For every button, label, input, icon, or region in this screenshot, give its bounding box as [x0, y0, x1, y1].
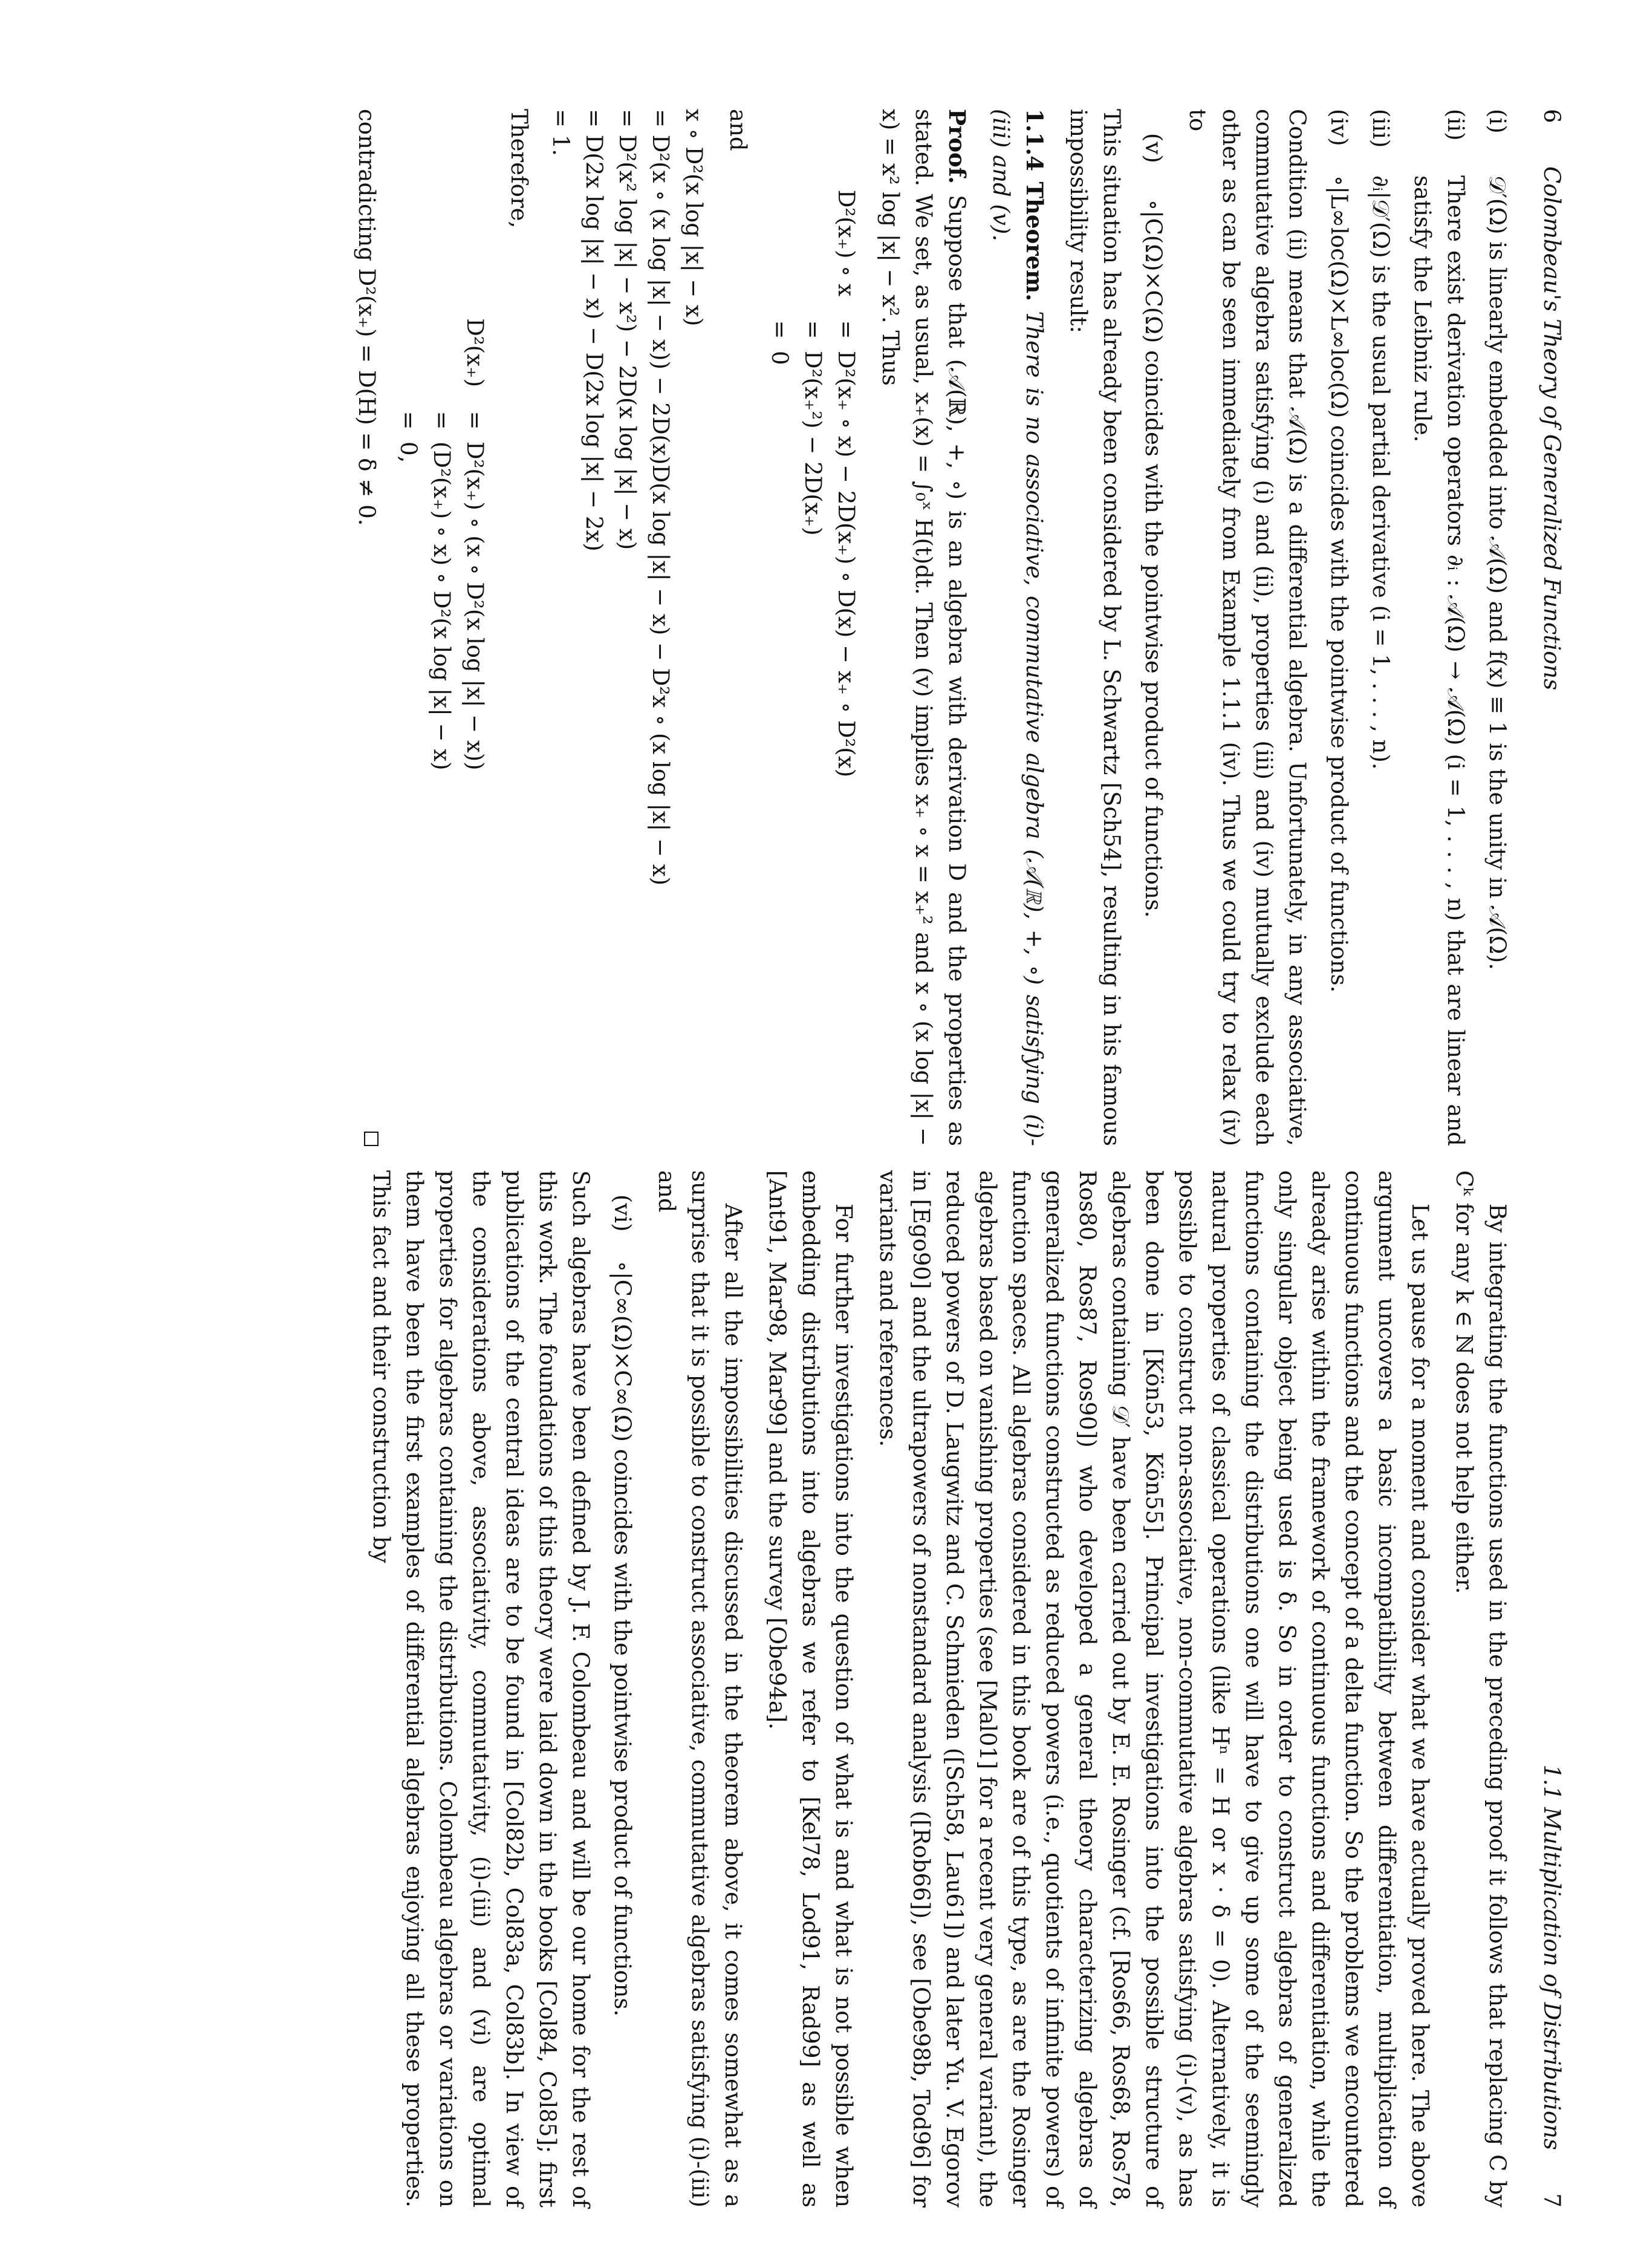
theorem-label: 1.1.4 Theorem. — [1021, 109, 1048, 302]
left-page-header — [1532, 109, 1568, 1146]
equation-line: = D²(x ∘ (x log |x| − x)) − 2D(x)D(x log |x| − x) − D²x ∘ (x log |x| − x) — [648, 109, 674, 886]
final-line — [350, 109, 383, 1146]
right-page — [0, 1170, 1635, 2208]
left-page — [0, 109, 1635, 1146]
list-item — [1137, 109, 1170, 1146]
item-text: ∘|C∞(Ω)×C∞(Ω) coincides with the pointwise product of functions. — [609, 1261, 635, 2017]
paragraph: This situation has already been considered by L. Schwartz [Sch54], resulting in his famous impossibility result: — [1065, 109, 1125, 1146]
equation-line: = 1. — [548, 109, 574, 157]
item-text: ∘|L∞loc(Ω)×L∞loc(Ω) coincides with the pointwise product of functions. — [1326, 175, 1352, 993]
connective-text: Therefore, — [506, 109, 532, 229]
page-number: 6 — [1539, 109, 1565, 123]
equation-rhs: (D²(x₊) ∘ x) ∘ D²(x log |x| − x) — [429, 442, 455, 771]
list-item — [1364, 109, 1397, 1146]
equation-block — [763, 109, 863, 1146]
equation-rhs: D²(x₊ ∘ x) − 2D(x₊) ∘ D(x) − x₊ ∘ D²(x) — [833, 351, 859, 778]
theorem-statement: There is no associative, commutative algebra (𝒜(ℝ), +, ∘) satisfying (i)-(iii) and (v). — [988, 109, 1047, 1146]
equation-relation: = — [833, 320, 859, 339]
paragraph: By integrating the functions used in the preceding proof it follows that replacing C by Cᵏ for any k ∈ ℕ does not help either. — [1451, 1170, 1510, 2208]
item-marker: (vi) — [609, 1194, 635, 1232]
list-item — [1322, 109, 1356, 1146]
paragraph: After all the impossibilities discussed in the theorem above, it comes somewhat as a surprise that it is possible to construct associative, commutative algebras satisfying (i)-(iii) and — [654, 1170, 746, 2208]
equation-relation: = — [429, 411, 455, 430]
equation-line: = D(2x log |x| − x) − D(2x log |x| − 2x) — [581, 109, 607, 552]
equation-line: x ∘ D²(x log |x| − x) — [681, 109, 707, 327]
right-page-header — [1532, 1170, 1568, 2208]
equation-rhs: D²(x₊²) − 2D(x₊) — [800, 351, 826, 536]
proof-label: Proof. — [944, 109, 970, 184]
equation-rhs: 0 — [767, 351, 793, 365]
theorem — [984, 109, 1051, 1146]
paragraph: Such algebras have been defined by J. F. Colombeau and will be our home for the rest of this work. The foundations of this theory were laid down in the books [Col84, Col85]; first publications of the central ideas are to be found in [Col82b, Col83a, Col83b]. In view of the considerations above, associativity, commutativity, (i)-(iii) and (vi) are optimal properties for algebras containing the distributions. Colombeau algebras or variations on them have been the first examples of differential algebras enjoying all these properties. This fact and their construction by — [368, 1170, 594, 2208]
list-item — [1406, 109, 1472, 1146]
item-marker: (iv) — [1326, 109, 1352, 146]
proof — [874, 109, 974, 1146]
equation-lhs — [796, 109, 830, 308]
item-marker: (v) — [1140, 133, 1166, 163]
item-text: ∂ᵢ|𝒟′(Ω) is the usual partial derivative (i = 1, . . . , n). — [1368, 175, 1394, 770]
equation-lhs: D²(x₊) — [462, 318, 488, 387]
equation-lhs: D²(x₊) ∘ x — [833, 189, 859, 296]
equation-chain — [544, 109, 710, 1146]
paragraph: Let us pause for a moment and consider what we have actually proved here. The above argument uncovers a basic incompatibility between differentiation, multiplication of continuous functions and the concept of a delta function. So the problems we encountered already arise within the framework of continuous functions and differentiation, while the only singular object being used is δ. So in order to construct algebras of generalized functions containing the distributions one will have to give up some of the seemingly natural properties of classical operations (like Hⁿ = H or x · δ = 0). Alternatively, it is possible to construct non-associative, non-commutative algebras satisfying (i)-(v), as has been done in [Kön53, Kön55]. Principal investigations into the possible structure of algebras containing 𝒟′ have been carried out by E. E. Rosinger (cf. [Ros66, Ros68, Ros78, Ros80, Ros87, Ros90]) who developed a general theory characterizing algebras of generalized functions constructed as reduced powers (i.e., quotients of infinite powers) of function spaces. All algebras considered in this book are of this type, as are the Rosinger algebras based on vanishing properties (see [Mal01] for a recent very general variant), the reduced powers of D. Laugwitz and C. Schmieden ([Sch58, Lau61]) and later Yu. V. Egorov in [Ego90] and the ultrapowers of nonstandard analysis ([Rob66]), see [Obe98b, Tod96] for variants and references. — [875, 1170, 1433, 2208]
item-text: 𝒟′(Ω) is linearly embedded into 𝒜(Ω) and f(x) ≡ 1 is the unity in 𝒜(Ω). — [1484, 175, 1510, 970]
item-text: There exist derivation operators ∂ᵢ : 𝒜(Ω) → 𝒜(Ω) (i = 1, . . . , n) that are linear and satisfy the Leibniz rule. — [1409, 175, 1469, 1146]
list-item — [1481, 109, 1514, 1146]
qed-square-icon — [364, 1132, 379, 1146]
equation-relation: = — [395, 411, 421, 430]
item-text: ∘|C(Ω)×C(Ω) coincides with the pointwise product of functions. — [1140, 200, 1166, 918]
item-marker: (i) — [1484, 109, 1510, 134]
connective-text: and — [725, 109, 751, 151]
proof-text: Suppose that (𝒜(ℝ), +, ∘) is an algebra with derivation D and the properties as stated. We set, as usual, x₊(x) = ∫₀ˣ H(t)dt. Then (v) implies x₊ ∘ x = x₊² and x ∘ (x log |x| − x) = x² log |x| − x². Thus — [877, 109, 970, 1147]
equation-relation: = — [462, 411, 488, 430]
item-marker: (iii) — [1368, 109, 1394, 148]
equation-lhs — [763, 109, 796, 308]
equation-lhs — [425, 109, 458, 399]
equation-lhs — [392, 109, 425, 399]
paragraph: Condition (ii) means that 𝒜(Ω) is a differential algebra. Unfortunately, in any associative, commutative algebra satisfying (i) and (ii), properties (iii) and (iv) mutually exclude each other as can be seen immediately from Example 1.1.1 (iv). Thus we could try to relax (iv) to — [1185, 109, 1310, 1146]
running-header: 1.1 Multiplication of Distributions — [1539, 1764, 1565, 2150]
paragraph: For further investigations into the question of what is and what is not possible when embedding distributions into algebras we refer to [Kel78, Lod91, Rad99] as well as [Ant91, Mar98, Mar99] and the survey [Obe94a]. — [764, 1170, 857, 2208]
equation-rhs: D²(x₊) ∘ (x ∘ D²(x log |x| − x)) — [462, 442, 488, 771]
contradiction-text: contradicting D²(x₊) = D(H) = δ ≠ 0. — [354, 109, 380, 526]
equation-block — [392, 109, 492, 1146]
equation-relation: = — [800, 320, 826, 339]
left-page-body — [339, 109, 1514, 1146]
equation-rhs: 0, — [395, 442, 421, 463]
running-header: Colombeau's Theory of Generalized Functions — [1539, 166, 1565, 691]
equation-relation: = — [767, 320, 793, 339]
equation-line: = D²(x² log |x| − x²) − 2D(x log |x| − x) — [614, 109, 640, 550]
item-marker: (ii) — [1443, 109, 1469, 141]
page-number: 7 — [1539, 2193, 1565, 2208]
list-item — [606, 1170, 639, 2208]
right-page-body — [354, 1170, 1514, 2208]
